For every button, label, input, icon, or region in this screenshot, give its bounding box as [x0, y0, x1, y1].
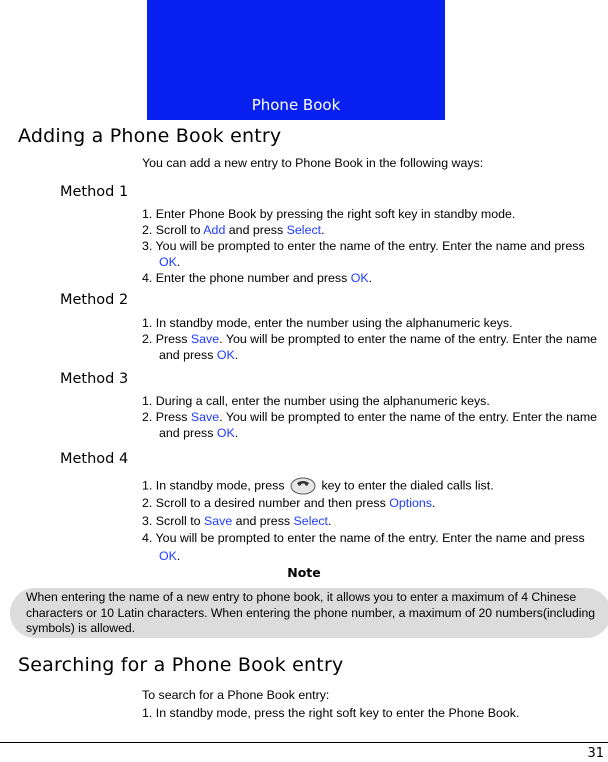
step-text: 1. During a call, enter the number using the alphanumeric keys.: [142, 394, 490, 408]
method-2-title: Method 2: [60, 292, 129, 308]
step-item: [142, 238, 606, 270]
step-text: 2. Press: [142, 410, 191, 424]
step-text: .: [176, 548, 181, 563]
method-4-steps: [142, 477, 606, 565]
method-1-title: Method 1: [60, 184, 129, 200]
step-item: [142, 222, 606, 238]
step-text: 3. Scroll to: [142, 513, 204, 528]
step-text: 4. You will be prompted to enter the name of the entry. Enter the name and press: [142, 531, 585, 545]
step-item: [142, 530, 606, 565]
step-text: .: [327, 513, 332, 528]
step-text: .: [176, 255, 181, 269]
step-text: 4. Enter the phone number and press: [142, 271, 351, 285]
step-text: and press: [232, 513, 294, 528]
step-text: 3. You will be prompted to enter the name of the entry. Enter the name and press: [142, 239, 585, 253]
step-text: .: [368, 271, 373, 285]
footer-divider: [0, 742, 608, 743]
method-4-title: Method 4: [60, 451, 129, 467]
step-text: 1. Enter Phone Book by pressing the right soft key in standby mode.: [142, 207, 516, 221]
section-heading-adding: Adding a Phone Book entry: [18, 125, 282, 147]
method-2-steps: [142, 315, 606, 363]
step-item: [142, 206, 606, 222]
search-steps: [142, 705, 606, 721]
step-item: [142, 513, 606, 531]
softkey-label: OK: [350, 271, 369, 285]
call-key-icon: [290, 477, 316, 495]
step-text: . You will be prompted to enter the name of the entry. Enter the name and press: [159, 410, 598, 440]
softkey-label: Save: [190, 410, 220, 424]
softkey-label: Select: [293, 513, 328, 528]
step-text: 2. Scroll to: [142, 223, 204, 237]
step-item: [142, 270, 606, 286]
step-text: 2. Scroll to a desired number and then press: [142, 496, 390, 510]
note-title: Note: [287, 565, 321, 580]
step-text: .: [234, 348, 239, 362]
step-text: 2. Press: [142, 332, 191, 346]
softkey-label: OK: [159, 548, 177, 563]
softkey-label: Select: [286, 223, 322, 237]
section-intro-searching: To search for a Phone Book entry:: [142, 688, 330, 702]
chapter-banner: [147, 0, 445, 120]
banner-title: Phone Book: [251, 96, 341, 114]
softkey-label: Add: [203, 223, 226, 237]
step-item: [142, 705, 606, 721]
step-text: 1. In standby mode, press the right soft key to enter the Phone Book.: [142, 706, 520, 720]
step-text: .: [321, 223, 325, 237]
step-text: key to enter the dialed calls list.: [318, 478, 494, 493]
step-text: .: [431, 496, 436, 510]
step-item: [142, 315, 606, 331]
step-item: [142, 495, 606, 513]
note-box: When entering the name of a new entry to phone book, it allows you to enter a maximum of 4 Chinese characters or 10 Latin characters. When entering the phone number, a maximum of 20 numbers(including symbols) is allowed.: [10, 588, 608, 638]
step-item: [142, 393, 606, 409]
step-text: 1. In standby mode, press: [142, 478, 289, 493]
step-item: [142, 477, 606, 495]
method-3-steps: [142, 393, 606, 441]
page-number: 31: [587, 746, 604, 761]
softkey-label: OK: [216, 426, 235, 440]
step-item: [142, 409, 606, 441]
softkey-label: Options: [389, 496, 432, 510]
step-text: and press: [225, 223, 287, 237]
section-intro-adding: You can add a new entry to Phone Book in the following ways:: [142, 156, 484, 170]
step-item: [142, 331, 606, 363]
section-heading-searching: Searching for a Phone Book entry: [18, 654, 344, 676]
step-text: . You will be prompted to enter the name of the entry. Enter the name and press: [159, 332, 598, 362]
method-1-steps: [142, 206, 606, 286]
softkey-label: Save: [203, 513, 233, 528]
step-text: 1. In standby mode, enter the number using the alphanumeric keys.: [142, 316, 513, 330]
step-text: .: [234, 426, 239, 440]
method-3-title: Method 3: [60, 371, 129, 387]
softkey-label: OK: [216, 348, 235, 362]
softkey-label: OK: [159, 255, 177, 269]
softkey-label: Save: [190, 332, 220, 346]
